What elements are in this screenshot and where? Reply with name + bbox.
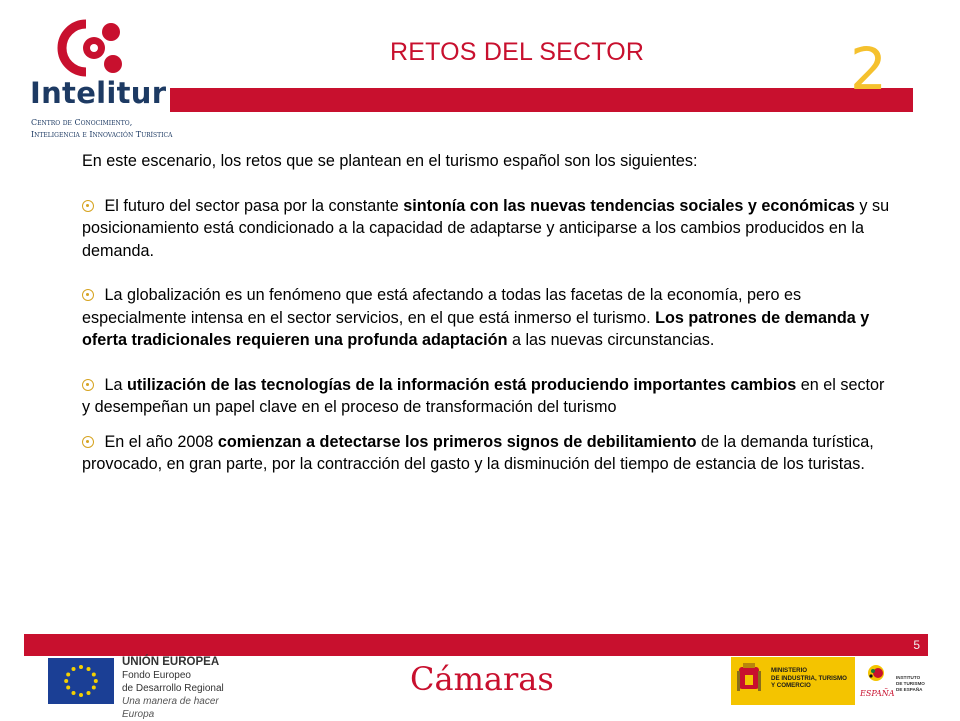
- eu-motto: Una manera de hacer Europa: [122, 696, 219, 720]
- ministry-logo: [731, 657, 855, 705]
- turespana-line: DE TURISMO: [896, 681, 925, 686]
- bullet-emphasis: utilización de las tecnologías de la información está produciendo importantes cambios: [127, 375, 797, 394]
- bullet-emphasis: Los patrones de demanda y oferta tradicionales requieren una profunda adaptación: [82, 308, 870, 349]
- eu-fund-text: [122, 656, 242, 721]
- bullet-text: El futuro del sector pasa por la constante: [100, 196, 404, 215]
- bullet-emphasis: comienzan a detectarse los primeros signos de debilitamiento: [217, 432, 697, 451]
- ministry-text: [771, 667, 847, 690]
- intelitur-emblem-icon: [56, 18, 126, 78]
- bullet-text: a las nuevas circunstancias.: [507, 331, 715, 349]
- page-number: 5: [913, 638, 920, 652]
- eu-flag-icon: [48, 658, 114, 704]
- bullet-text: en el sector y desempeñan un papel clave en el proceso de transformación del turismo: [82, 375, 885, 416]
- turespana-mark: ESPAÑA: [860, 689, 895, 698]
- logo-brand-name: Intelitur: [30, 76, 167, 110]
- eu-fund-line: de Desarrollo Regional: [122, 683, 224, 694]
- page-title: RETOS DEL SECTOR: [390, 38, 645, 66]
- ministry-line: MINISTERIO: [771, 667, 808, 674]
- bullet-text: En el año 2008: [100, 432, 218, 451]
- turespana-logo: [858, 660, 898, 705]
- slide-body: [82, 150, 892, 498]
- bullet-icon: [82, 200, 94, 212]
- bullet-text: La: [100, 375, 128, 394]
- section-number: 2: [850, 35, 887, 103]
- eu-title: UNIÓN EUROPEA: [122, 656, 220, 668]
- logo-tagline-2: Inteligencia e Innovación Turística: [31, 130, 173, 139]
- bullet-text: de la demanda turística, provocado, en gran parte, por la contracción del gasto y la disminución del tiempo de estancia de los turistas.: [82, 432, 874, 473]
- ministry-line: Y COMERCIO: [771, 682, 811, 689]
- header-divider-bar: [170, 88, 913, 112]
- bullet-text: La globalización es un fenómeno que está afectando a todas las facetas de la economía, pero es especialmente intensa en el sector servicios, en el que está inmerso el turismo.: [82, 286, 802, 327]
- eu-fund-line: Fondo Europeo: [122, 670, 191, 681]
- camaras-logo: Cámaras: [410, 660, 554, 698]
- turespana-text: [896, 675, 925, 693]
- intro-paragraph: En este escenario, los retos que se plantean en el turismo español son los siguientes:: [82, 152, 698, 170]
- coat-of-arms-icon: [737, 663, 761, 697]
- turespana-line: INSTITUTO: [896, 675, 921, 680]
- footer-bar: [24, 634, 928, 656]
- turespana-line: DE ESPAÑA: [896, 687, 923, 692]
- bullet-icon: [82, 436, 94, 448]
- intelitur-logo: [28, 18, 178, 139]
- bullet-item-4: [82, 431, 892, 476]
- bullet-item-2: [82, 284, 892, 352]
- bullet-item-1: [82, 195, 892, 263]
- ministry-line: DE INDUSTRIA, TURISMO: [771, 674, 847, 682]
- bullet-emphasis: sintonía con las nuevas tendencias sociales y económicas: [403, 196, 855, 215]
- bullet-item-3: [82, 374, 892, 419]
- turespana-sun-icon: [858, 660, 898, 705]
- bullet-icon: [82, 289, 94, 301]
- logo-tagline-1: Centro de Conocimiento,: [31, 118, 133, 127]
- bullet-text: y su posicionamiento está condicionado a la capacidad de adaptarse y anticiparse a los cambios producidos en la demanda.: [82, 196, 890, 260]
- bullet-icon: [82, 379, 94, 391]
